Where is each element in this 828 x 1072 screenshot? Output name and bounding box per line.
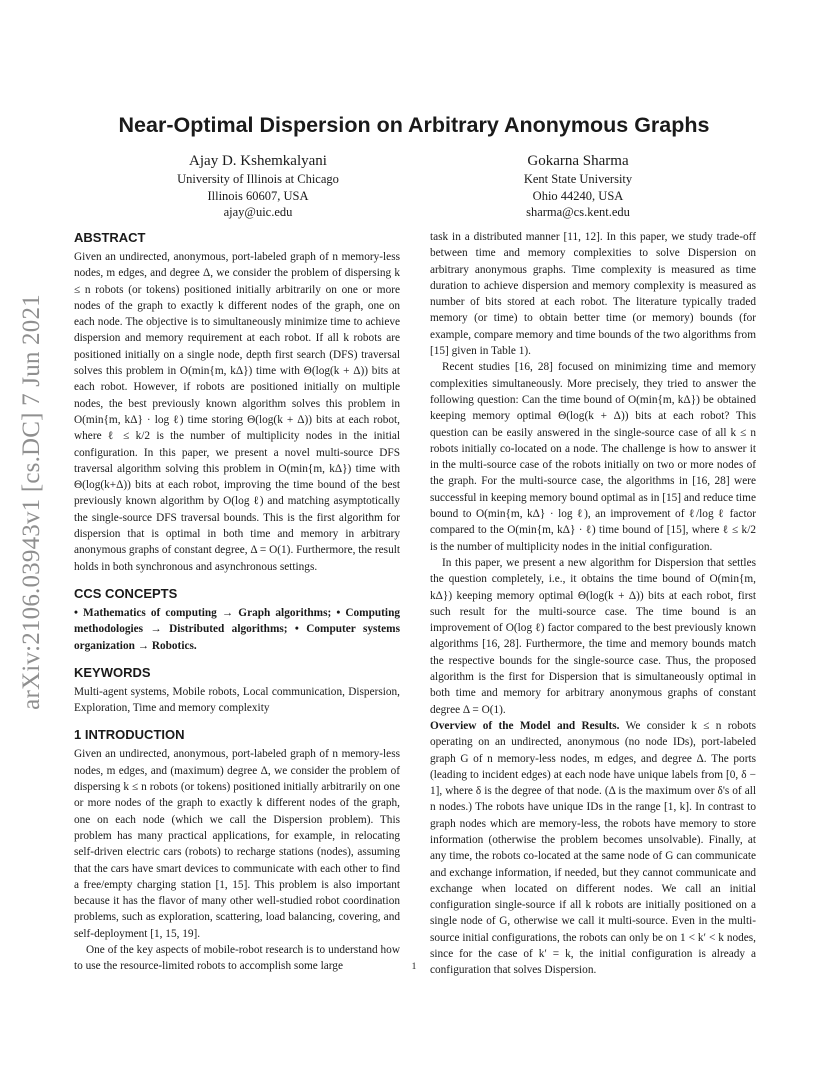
right-paragraph-1: task in a distributed manner [11, 12]. In this paper, we study trade-off between time and memory complexities to solve Dispersion on arbitrary anonymous graphs. Time complexity is measured as time duration to achieve dispersion and memory complexity is measured as number of bits stored at each robot. The literature typically traded memory (or time) to obtain better time (or memory) bounds (for example, compare memory and time bounds of the two algorithms from [15] given in Table 1). bbox=[430, 231, 756, 358]
author-name: Ajay D. Kshemkalyani bbox=[189, 153, 327, 169]
author-affiliation: University of Illinois at Chicago bbox=[177, 172, 339, 186]
author-name: Gokarna Sharma bbox=[527, 153, 629, 169]
abstract-heading: ABSTRACT bbox=[74, 230, 146, 245]
author-address: Illinois 60607, USA bbox=[207, 188, 309, 203]
right-paragraph-4 bbox=[430, 718, 756, 979]
intro-paragraph-1: Given an undirected, anonymous, port-labeled graph of n memory-less nodes, m edges, and (maximum) degree Δ, we consider the problem of dispersing k ≤ n robots (or tokens) positioned initially arbitrarily on one or more nodes of the graph to exactly k different nodes of the graph, one on each node (which we call the Dispersion problem). This problem has many practical applications, for example, in relocating self-driven electric cars (robots) to recharge stations (nodes), assuming that the cars have smart devices to communicate with each other to find a free/empty charging station [1, 15]. This problem is also important because it has the flavor of many other well-studied robot coordination problems, such as exploration, scattering, load balancing, covering, and self-deployment [1, 15, 19]. bbox=[74, 748, 400, 940]
ccs-heading: CCS CONCEPTS bbox=[74, 585, 178, 601]
right-paragraph-2: Recent studies [16, 28] focused on minimizing time and memory complexities simultaneously. More precisely, they tried to answer the following question: Can the time bound of O(min{m, kΔ}) be obtained keeping memory optimal Θ(log(k + Δ)) bits at each robot? This question can be easily answered in the single-source case of all k ≤ n robots initially co-located on a node. The challenge is how to answer it in the multi-source case of the robots initially on two or more nodes of the graph. For the multi-source case, the algorithms in [16, 28] were successful in keeping memory bound optimal as in [15] and reduce time bound to O(min{m, kΔ} · log ℓ), an improvement of ℓ/log ℓ factor compared to the O(min{m, kΔ} · ℓ) time bound of [15], where ℓ ≤ k/2 is the number of multiplicity nodes in the initial configuration. bbox=[430, 361, 756, 553]
keywords-heading: KEYWORDS bbox=[74, 664, 151, 680]
author-block-1 bbox=[108, 152, 408, 221]
keywords-text: Multi-agent systems, Mobile robots, Local communication, Dispersion, Exploration, Time and memory complexity bbox=[74, 685, 400, 715]
author-email: ajay@uic.edu bbox=[223, 205, 293, 219]
page-number: 1 bbox=[411, 962, 417, 972]
abstract-text: Given an undirected, anonymous, port-labeled graph of n memory-less nodes, m edges, and degree Δ, we consider the problem of dispersing k ≤ n robots (or tokens) positioned initially arbitrarily on one or more nodes of the graph to exactly k different nodes of the graph, one on each node. The objective is to simultaneously minimize time to achieve dispersion and memory requirement at each robot. If all k robots are positioned initially on a single node, depth first search (DFS) traversal solves this problem in O(min{m, kΔ}) time with Θ(log(k + Δ)) bits at each robot. However, if robots are positioned initially on multiple nodes, the best previously known algorithm solves this problem in O(min{m, kΔ} · log ℓ) time storing Θ(log(k + Δ)) bits at each robot, where ℓ ≤ k/2 is the number of multiplicity nodes in the initial configuration. In this paper, we present a novel multi-source DFS traversal algorithm solving this problem in O(min{m, kΔ}) time with Θ(log(k+Δ)) bits at each robot, improving the time bound of the best previously known algorithm by O(log ℓ) and matching asymptotically the single-source DFS traversal bounds. This is the first algorithm for dispersion that is optimal in both time and memory in arbitrary anonymous graphs of constant degree, Δ = O(1). Furthermore, the result holds in both synchronous and asynchronous settings. bbox=[74, 251, 400, 573]
overview-run-in-heading: Overview of the Model and Results. bbox=[430, 719, 620, 732]
left-column bbox=[74, 229, 400, 975]
ccs-concepts-text: • Mathematics of computing → Graph algorithms; • Computing methodologies → Distributed algorithms; • Computer systems organization → Robotics. bbox=[74, 606, 400, 652]
right-paragraph-3: In this paper, we present a new algorithm for Dispersion that settles the question completely, i.e., it obtains the time bound of O(min{m, kΔ}) keeping memory optimal Θ(log(k + Δ)) bits at each robot, first such result for the multi-source case. The time bound is an improvement of O(log ℓ) factor compared to the best previously known algorithms [16, 28]. Furthermore, the time and memory bounds match the respective bounds for the single-source case. Thus, the proposed algorithm is the first for Dispersion that is simultaneously optimal in both time and memory for arbitrary anonymous graphs of constant degree Δ = O(1). bbox=[430, 556, 756, 716]
arxiv-id-text: arXiv:2106.03943v1 [cs.DC] 7 Jun 2021 bbox=[18, 294, 45, 710]
overview-text: We consider k ≤ n robots operating on an undirected, anonymous (no node IDs), port-labeled graph G of n memory-less nodes, m edges, and degree Δ. The ports (leading to incident edges) at each node have unique labels from [0, δ − 1], where δ is the degree of that node. (Δ is the maximum over δ's of all n nodes.) The robots have unique IDs in the range [1, k]. In contrast to graph nodes which are memory-less, the robots have memory to store information (otherwise the problem becomes unsolvable). Finally, at any time, the robots co-located at the same node of G can communicate and exchange information, if needed, but they cannot communicate and exchange when located on different nodes. We call an initial configuration single-source if all k robots are initially positioned on a single node of G, otherwise we call it multi-source. Even in the multi-source initial configurations, the robots can only be on 1 < k′ < k nodes, since for the case of k′ = k, the initial configuration is already a configuration that solves Dispersion. bbox=[430, 719, 757, 977]
author-address: Ohio 44240, USA bbox=[532, 188, 624, 203]
author-email: sharma@cs.kent.edu bbox=[526, 205, 630, 219]
intro-paragraph-2: One of the key aspects of mobile-robot research is to understand how to use the resource-limited robots to accomplish some large bbox=[74, 943, 400, 973]
arxiv-identifier bbox=[10, 262, 54, 742]
author-block-2 bbox=[428, 152, 728, 221]
paper-title: Near-Optimal Dispersion on Arbitrary Anonymous Graphs bbox=[118, 113, 710, 137]
author-affiliation: Kent State University bbox=[523, 172, 633, 186]
right-column bbox=[430, 229, 756, 979]
introduction-heading: 1 INTRODUCTION bbox=[74, 727, 185, 743]
